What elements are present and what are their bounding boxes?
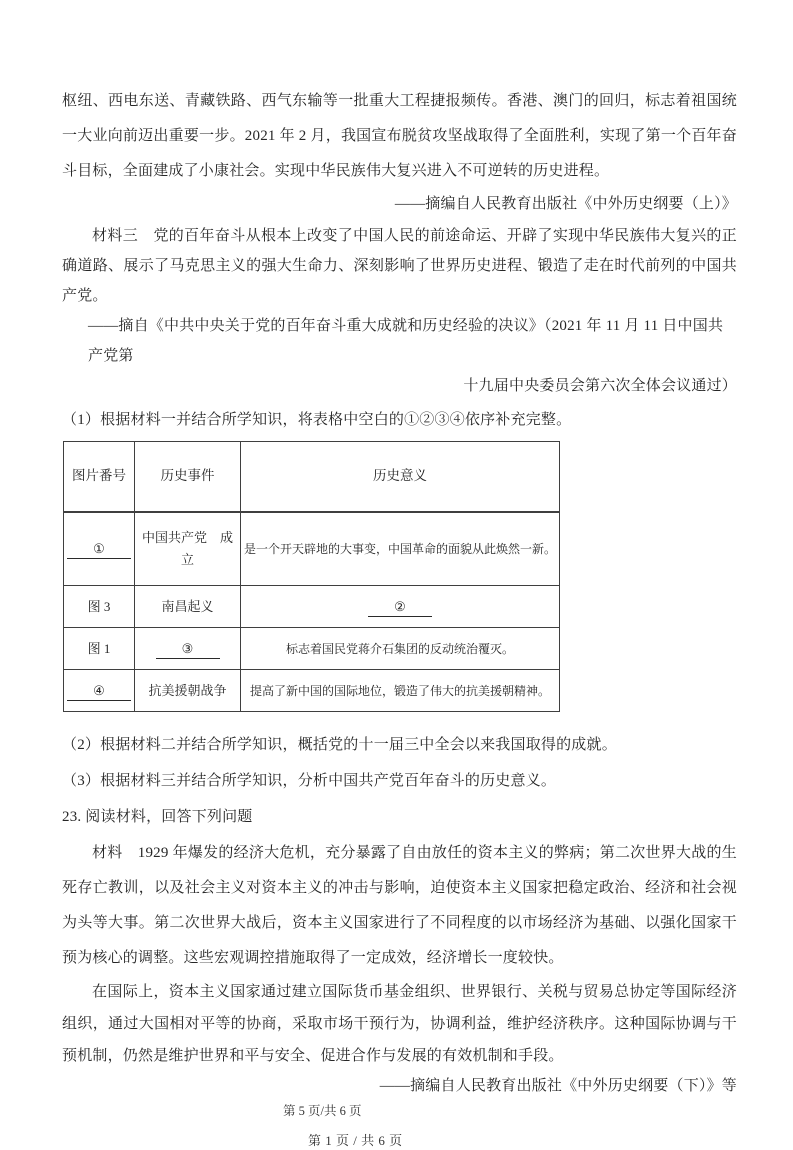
- blank-answer-underline: ④: [67, 682, 131, 701]
- blank-answer-underline: ③: [156, 640, 220, 659]
- table-row: [64, 512, 560, 586]
- blank-answer-underline: ②: [368, 598, 432, 617]
- question-2: （2）根据材料二并结合所学知识，概括党的十一届三中全会以来我国取得的成就。: [62, 737, 617, 753]
- material-paragraph-q23: 材料 1929 年爆发的经济大危机，充分暴露了自由放任的资本主义的弊病；第二次世界大战的生死存亡教训，以及社会主义对资本主义的冲击与影响，迫使资本主义国家把稳定政治、经济和社会视为头等大事。第二次世界大战后，资本主义国家进行了不同程度的以市场经济为基础、以强化国家干预为核心的调整。这些宏观调控措施取得了一定成效，经济增长一度较快。: [62, 845, 737, 966]
- table-cell: [64, 512, 135, 586]
- material-three-paragraph: 材料三 党的百年奋斗从根本上改变了中国人民的前途命运、开辟了实现中华民族伟大复兴的正确道路、展示了马克思主义的强大生命力、深刻影响了世界历史进程、锻造了走在时代前列的中国共产党。: [62, 228, 737, 304]
- document-page-number: 第 5 页/共 6 页: [283, 1104, 362, 1118]
- table-row: [64, 670, 560, 712]
- table-cell: [64, 670, 135, 712]
- table-row: [64, 586, 560, 628]
- source-citation-2-line1: ——摘自《中共中央关于党的百年奋斗重大成就和历史经验的决议》（2021 年 11 月 11 日中国共产党第: [88, 318, 724, 364]
- international-paragraph-q23: 在国际上，资本主义国家通过建立国际货币基金组织、世界银行、关税与贸易总协定等国际经济组织，通过大国相对平等的协商，采取市场干预行为，协调利益，维护经济秩序。这种国际协调与干预机制，仍然是维护世界和平与安全、促进合作与发展的有效机制和手段。: [62, 984, 737, 1064]
- table-row: [64, 628, 560, 670]
- source-citation-2-line2: 十九届中央委员会第六次全体会议通过）: [463, 378, 737, 394]
- table-header-historical-significance: 历史意义: [241, 442, 560, 512]
- source-citation-1: ——摘编自人民教育出版社《中外历史纲要（上）》: [394, 196, 737, 212]
- viewer-page-number: 第 1 页 / 共 6 页: [308, 1133, 403, 1148]
- table-cell: 南昌起义: [135, 586, 241, 628]
- source-citation-3: ——摘编自人民教育出版社《中外历史纲要（下）》等: [379, 1078, 737, 1094]
- question-1: （1）根据材料一并结合所学知识，将表格中空白的①②③④依序补充完整。: [62, 412, 572, 428]
- table-cell: 抗美援朝战争: [135, 670, 241, 712]
- question-23-heading: 23. 阅读材料，回答下列问题: [62, 809, 253, 825]
- table-cell: [241, 586, 560, 628]
- table-cell: 是一个开天辟地的大事变，中国革命的面貌从此焕然一新。: [241, 512, 560, 586]
- table-cell: 图 3: [64, 586, 135, 628]
- table-header-picture-number: 图片番号: [64, 442, 135, 512]
- question-3: （3）根据材料三并结合所学知识，分析中国共产党百年奋斗的历史意义。: [62, 773, 557, 789]
- table-cell: 提高了新中国的国际地位，锻造了伟大的抗美援朝精神。: [241, 670, 560, 712]
- table-cell: 图 1: [64, 628, 135, 670]
- table-cell: 标志着国民党蒋介石集团的反动统治覆灭。: [241, 628, 560, 670]
- table-cell: [135, 628, 241, 670]
- table-header-row: [64, 442, 560, 512]
- blank-answer-underline: ①: [67, 540, 131, 559]
- material-two-paragraph: 枢纽、西电东送、青藏铁路、西气东输等一批重大工程捷报频传。香港、澳门的回归，标志着祖国统一大业向前迈出重要一步。2021 年 2 月，我国宣布脱贫攻坚战取得了全面胜利，实现了第一个百年奋斗目标，全面建成了小康社会。实现中华民族伟大复兴进入不可逆转的历史进程。: [62, 93, 737, 179]
- table-header-historical-event: 历史事件: [135, 442, 241, 512]
- answer-table: [63, 441, 560, 712]
- table-cell: 中国共产党 成立: [135, 512, 241, 586]
